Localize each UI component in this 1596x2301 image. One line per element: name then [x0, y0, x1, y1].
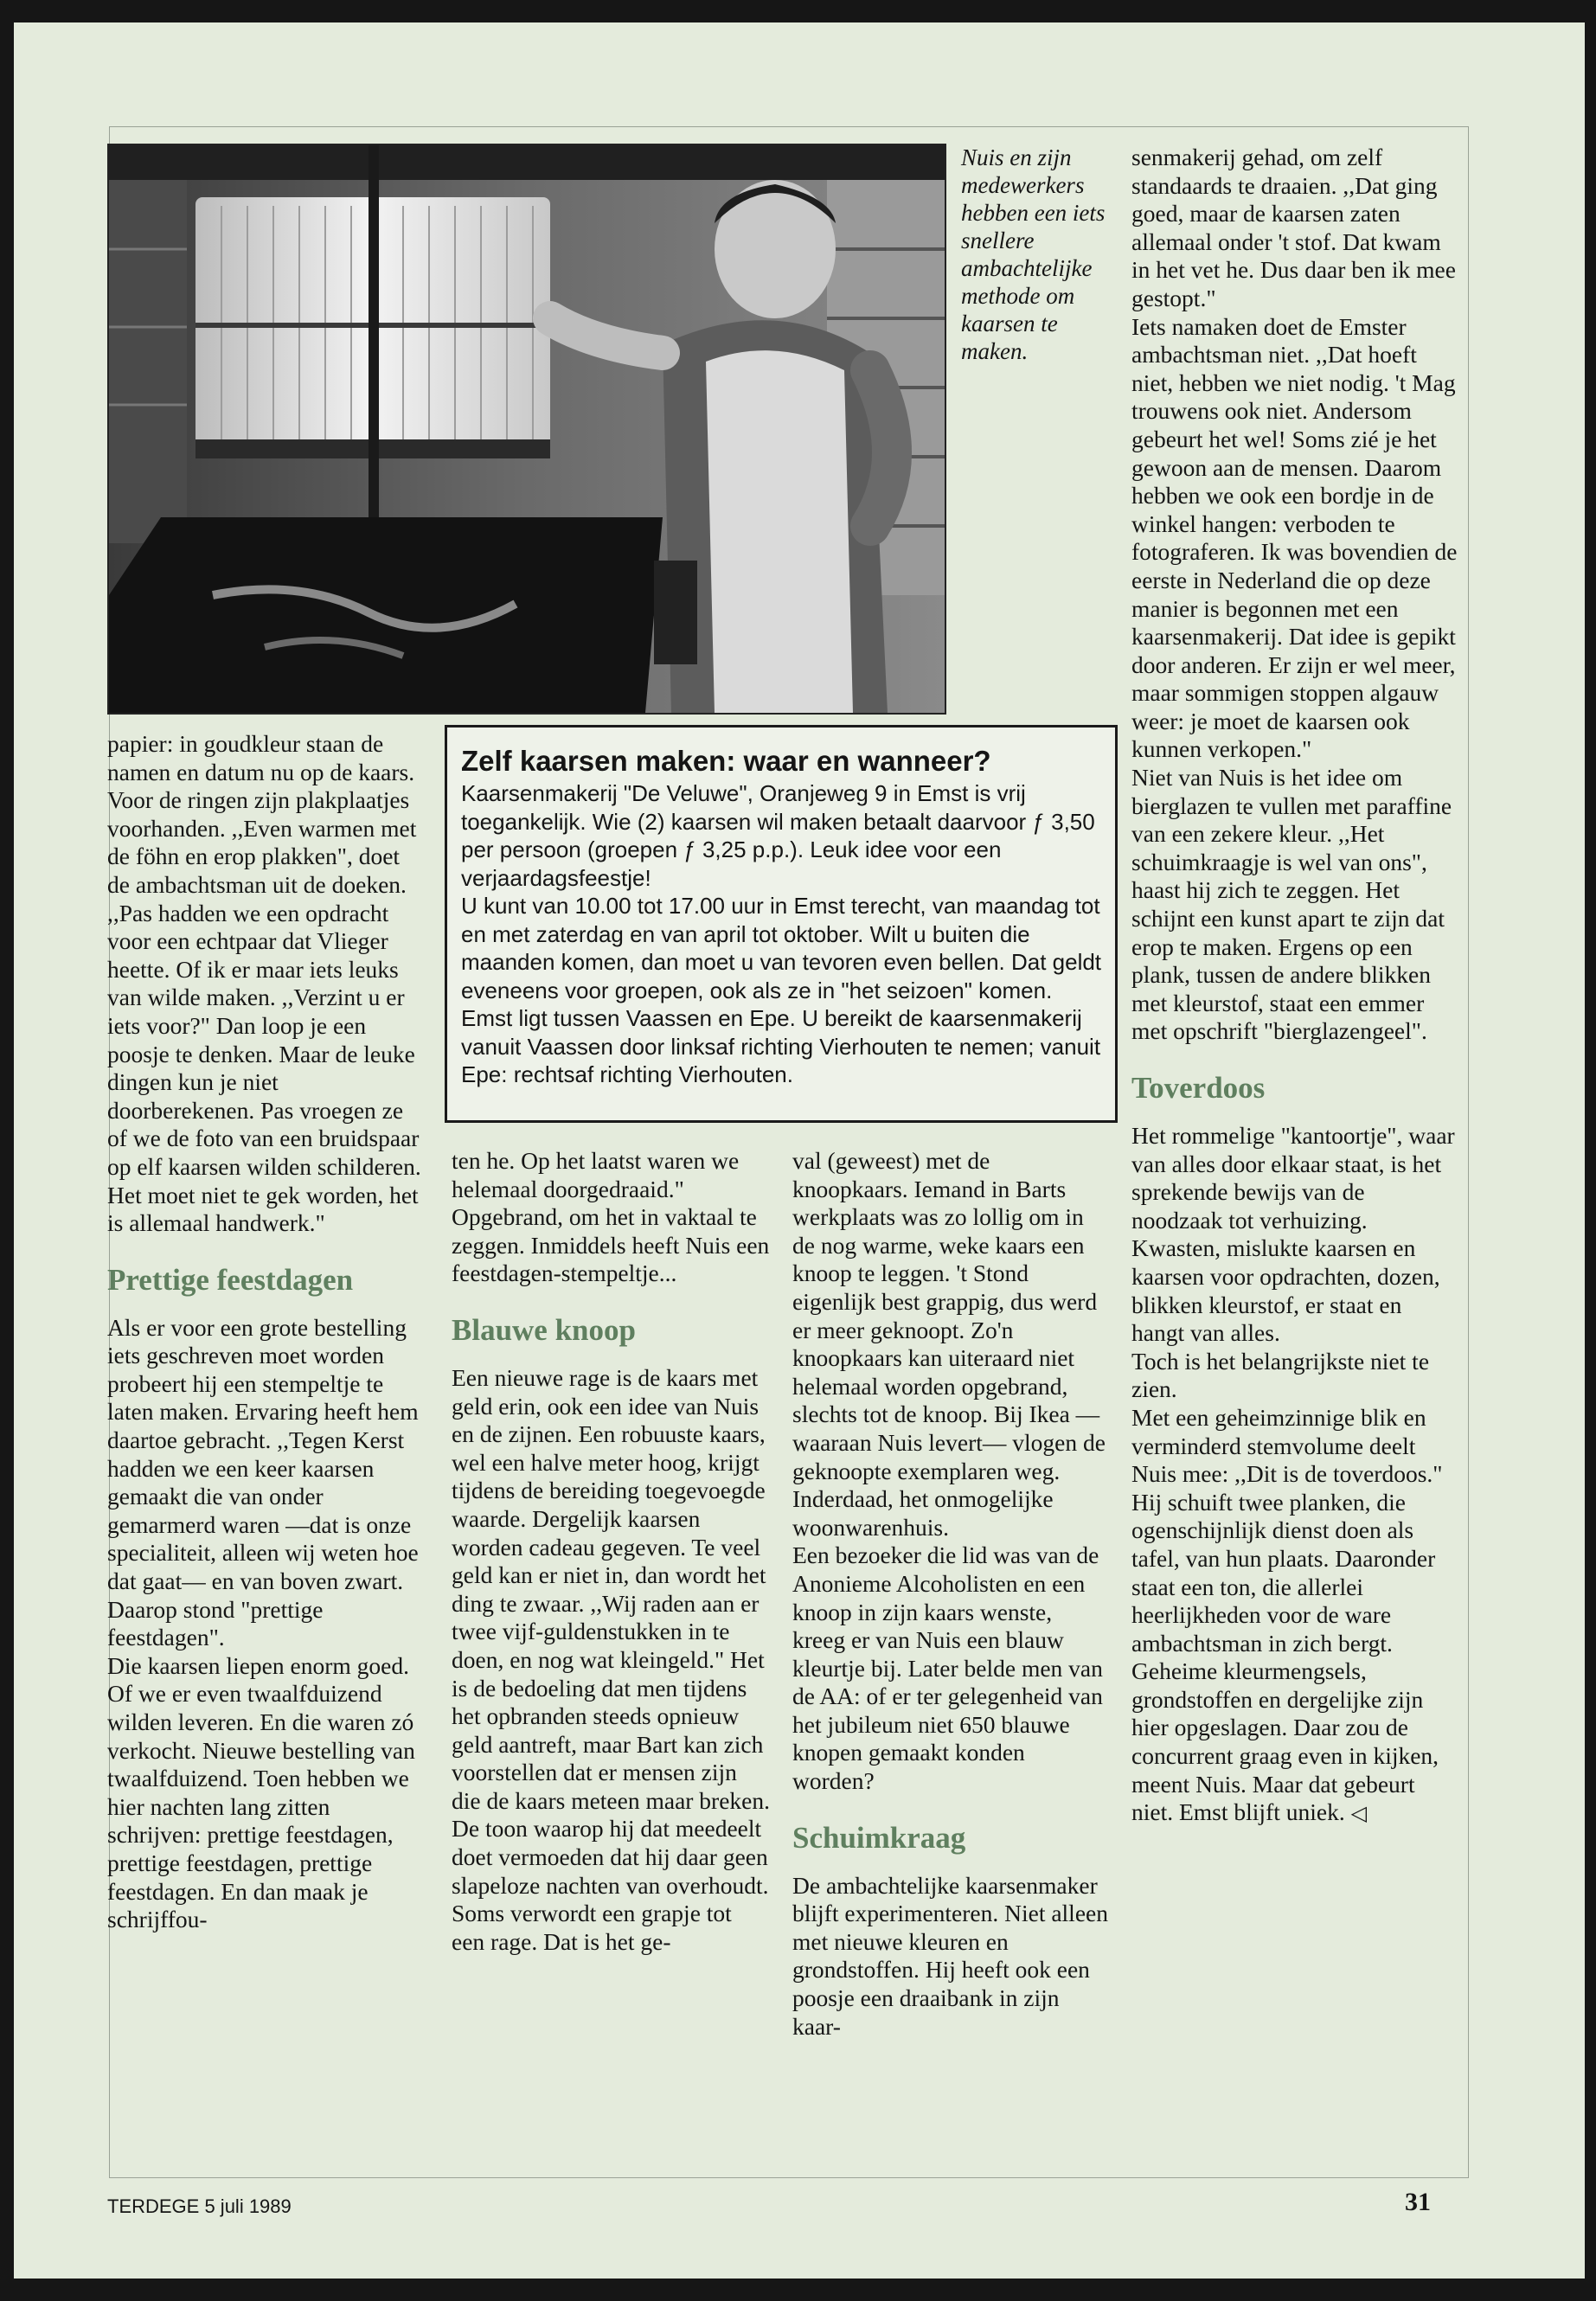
article-column-1: [107, 730, 426, 1934]
magazine-issue-footer: TERDEGE 5 juli 1989: [107, 2195, 292, 2217]
section-heading: Toverdoos: [1131, 1071, 1266, 1105]
body-text: Met een geheimzinnige blik en verminderd stemvolume deelt Nuis mee: ,,Dit is de toverdoos." Hij schuift twee planken, die ogenschijnlijk dienst doen als tafel, van hun plaats. Daaronder staat een ton, die allerlei heerlijkheden voor de ware ambachtsman in zich bergt. Geheime kleurmengsels, grondstoffen en dergelijke zijn hier opgeslagen. Daar zou de concurrent graag even in kijken, meent Nuis. Maar dat gebeurt niet. Emst blijft uniek.: [1131, 1403, 1443, 1826]
article-column-3: [792, 1147, 1111, 2041]
info-box-paragraph: Emst ligt tussen Vaassen en Epe. U bereikt de kaarsenmakerij vanuit Vaassen door linksaf richting Vierhouten te nemen; vanuit Epe: rechtsaf richting Vierhouten.: [461, 1005, 1101, 1087]
body-paragraph: Als er voor een grote bestelling iets geschreven moet worden probeert hij een stempeltje te laten maken. Ervaring heeft hem daartoe gebracht. ,,Tegen Kerst hadden we een keer kaarsen gemaakt die van onder gemarmerd waren —dat is onze specialiteit, alleen wij weten hoe dat gaat— en van boven zwart. Daarop stond "prettige feestdagen".: [107, 1313, 419, 1651]
info-box-paragraph: Kaarsenmakerij "De Veluwe", Oranjeweg 9 in Emst is vrij toegankelijk. Wie (2) kaarsen wil maken betaalt daarvoor ƒ 3,50 per persoon (groepen ƒ 3,25 p.p.). Leuk idee voor een verjaardagsfeestje!: [461, 780, 1095, 891]
body-paragraph: [1131, 1404, 1458, 1828]
body-paragraph: ten he. Op het laatst waren we helemaal doorgedraaid." Opgebrand, om het in vaktaal te zeggen. Inmiddels heeft Nuis een feestdagen-stempeltje...: [452, 1147, 770, 1287]
magazine-page: [14, 22, 1585, 2279]
body-paragraph: De ambachtelijke kaarsenmaker blijft experimenteren. Niet alleen met nieuwe kleuren en grondstoffen. Hij heeft ook een poosje een draaibank in zijn kaar-: [792, 1871, 1108, 2040]
section-heading: Schuimkraag: [792, 1820, 966, 1855]
info-box-title: Zelf kaarsen maken: waar en wanneer?: [461, 745, 991, 777]
body-paragraph: Het rommelige "kantoortje", waar van alles door elkaar staat, is het sprekende bewijs van de noodzaak tot verhuizing. Kwasten, mislukte kaarsen en kaarsen voor opdrachten, dozen, blikken kleurstof, er staat en hangt van alles.: [1131, 1122, 1455, 1347]
body-paragraph: Een bezoeker die lid was van de Anonieme Alcoholisten en een knoop in zijn kaars wenste, kreeg er van Nuis een blauw kleurtje bij. Later belde men van de AA: of er ter gelegenheid van het jubileum niet 650 blauwe knopen gemaakt konden worden?: [792, 1541, 1103, 1795]
body-paragraph: Iets namaken doet de Emster ambachtsman niet. ,,Dat hoeft niet, hebben we niet nodig. 't Mag trouwens ook niet. Andersom gebeurt het wel! Soms zié je het gewoon aan de mensen. Daarom hebben we ook een bordje in de winkel hangen: verboden te fotograferen. Ik was bovendien de eerste in Nederland die op deze manier is begonnen met een kaarsenmakerij. Dat idee is gepikt door anderen. Er zijn er wel meer, maar sommigen stoppen algauw weer: je moet de kaarsen ook kunnen verkopen.": [1131, 312, 1458, 763]
section-heading: Prettige feestdagen: [107, 1262, 354, 1297]
body-paragraph: papier: in goudkleur staan de namen en datum nu op de kaars. Voor de ringen zijn plakplaatjes voorhanden. ,,Even warmen met de föhn en erop plakken", doet de ambachtsman uit de doeken.: [107, 730, 417, 898]
body-paragraph: Niet van Nuis is het idee om bierglazen te vullen met paraffine van een zekere kleur. ,,Het schuimkraagje is wel van ons", haast hij zich te zeggen. Het schijnt een kunst apart te zijn dat erop te maken. Ergens op een plank, tussen de andere blikken met kleurstof, staat een emmer met opschrift "bierglazengeel".: [1131, 764, 1452, 1045]
body-paragraph: Soms verwordt een grapje tot een rage. Dat is het ge-: [452, 1900, 732, 1955]
article-column-2: [452, 1147, 770, 1956]
body-paragraph: Een nieuwe rage is de kaars met geld erin, ook een idee van Nuis en de zijnen. Een robuuste kaars, wel een halve meter hoog, krijgt tijdens de bereiding toegevoegde waarde. Dergelijk kaarsen worden cadeau gegeven. Te veel geld kan er niet in, dan wordt het ding te zwaar. ,,Wij raden aan er twee vijf-guldenstukken in te doen, en nog wat kleingeld." Het is de bedoeling dat men tijdens het opbranden steeds opnieuw geld aantreft, maar Bart kan zich voorstellen dat er mensen zijn die de kaars meteen maar breken. De toon waarop hij dat meedeelt doet vermoeden dat hij daar geen slapeloze nachten van overhoudt.: [452, 1363, 771, 1899]
article-column-4: [1131, 144, 1458, 1828]
section-heading: Blauwe knoop: [452, 1312, 636, 1347]
body-paragraph: senmakerij gehad, om zelf standaards te draaien. ,,Dat ging goed, maar de kaarsen zaten allemaal onder 't stof. Dat kwam in het vet he. Dus daar ben ik mee gestopt.": [1131, 144, 1456, 311]
body-paragraph: ,,Pas hadden we een opdracht voor een echtpaar dat Vlieger heette. Of ik er maar iets leuks van wilde maken. ,,Verzint u er iets voor?" Dan loop je een poosje te denken. Maar de leuke dingen kun je niet doorberekenen. Pas vroegen ze of we de foto van een bruidspaar op elf kaarsen wilden schilderen. Het moet niet te gek worden, het is allemaal handwerk.": [107, 899, 421, 1237]
page-number: 31: [1405, 2188, 1431, 2216]
info-box-paragraph: U kunt van 10.00 tot 17.00 uur in Emst terecht, van maandag tot en met zaterdag en van april tot oktober. Wilt u buiten die maanden komen, dan moet u van tevoren even bellen. Dat geldt eveneens voor groepen, ook als ze in "het seizoen" komen.: [461, 893, 1102, 1003]
body-paragraph: Die kaarsen liepen enorm goed. Of we er even twaalfduizend wilden leveren. En die waren zó verkocht. Nieuwe bestelling van twaalfduizend. Toen hebben we hier nachten lang zitten schrijven: prettige feestdagen, prettige feestdagen, prettige feestdagen. En dan maak je schrijffou-: [107, 1651, 415, 1933]
photo-illustration: [109, 145, 945, 713]
body-paragraph: Toch is het belangrijkste niet te zien.: [1131, 1347, 1430, 1403]
info-box: [445, 725, 1118, 1123]
candle-maker-photo: [107, 144, 946, 715]
photo-caption: Nuis en zijn medewerkers hebben een iets snellere ambachtelijke methode om kaarsen te maken.: [961, 144, 1106, 364]
body-paragraph: val (geweest) met de knoopkaars. Iemand in Barts werkplaats was zo lollig om in de nog warme, weke kaars een knoop te leggen. 't Stond eigenlijk best grappig, dus werd er meer geknoopt. Zo'n knoopkaars kan uiteraard niet helemaal worden opgebrand, slechts tot de knoop. Bij Ikea —waaraan Nuis levert— vlogen de geknoopte exemplaren weg. Inderdaad, het onmogelijke woonwarenhuis.: [792, 1147, 1106, 1541]
end-of-article-icon: ◁: [1350, 1801, 1368, 1826]
